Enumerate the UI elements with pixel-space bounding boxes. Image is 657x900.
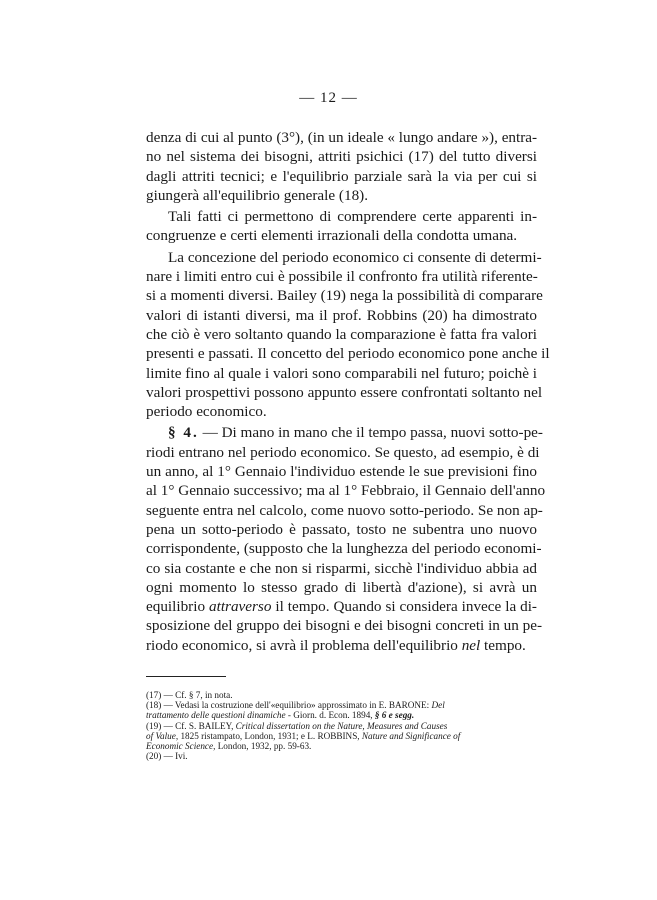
italic-term: Economic Science, [146,741,216,752]
text-line: valori di istanti diversi, ma il prof. Robbins (20) ha dimostrato [146,306,537,324]
italic-term: Nature and Significance of [361,730,461,741]
text-line [146,423,543,442]
text-line: sposizione del gruppo dei bisogni e dei bisogni concreti in un pe- [146,617,543,635]
footnote-17: (17) — Cf. § 7, in nota. [146,690,233,700]
text-fragment: 1825 ristampato, London, 1931; e L. ROBBINS, [178,730,362,741]
text-line: presenti e passati. Il concetto del periodo economico pone anche il [146,345,550,363]
footnote-18 [146,700,537,710]
footnote-19-cont2 [146,741,537,751]
text-fragment: equilibrio [146,598,209,616]
body-text [146,128,550,657]
text-line: pena un sotto-periodo è passato, tosto ne subentra uno nuovo [146,520,537,538]
paragraph-4 [146,423,546,655]
text-line: corrispondente, (supposto che la lunghezza del periodo economi- [146,540,542,558]
text-line: nare i limiti entro cui è possibile il confronto fra utilità riferente- [146,268,538,286]
text-line [146,636,537,655]
page-number: — 12 — [299,90,358,106]
footnote-18-cont [146,710,537,720]
footnote-20: (20) — Ivi. [146,751,188,762]
text-fragment: — Di mano in mano che il tempo passa, nuovi sotto-pe- [202,424,543,442]
text-line: giungerà all'equilibrio generale (18). [146,186,369,204]
text-line: periodo economico. [146,403,267,421]
text-line [146,597,537,616]
footnote-19 [146,721,537,731]
italic-term: § 6 e segg. [374,710,415,721]
text-fragment: il tempo. Quando si considera invece la di- [271,598,537,616]
text-fragment: London, 1932, pp. 59-63. [215,741,312,752]
footnote-divider [146,676,226,677]
text-line: un anno, al 1° Gennaio l'individuo estende le sue previsioni fino [146,463,537,481]
text-line: Tali fatti ci permettono di comprendere certe apparenti in- [168,208,537,226]
paragraph-3 [146,248,550,422]
text-line: no nel sistema dei bisogni, attriti psichici (17) del tutto diversi [146,148,537,166]
section-heading: § 4. [168,424,199,442]
italic-term: Del [431,700,445,711]
text-fragment: (18) — Vedasi la costruzione dell'«equilibrio» approssimato in E. BARONE: [146,700,432,711]
text-line: co sia costante e che non si risparmi, sicchè l'individuo abbia ad [146,559,537,577]
text-fragment: (19) — Cf. S. BAILEY, [146,720,236,731]
text-line: che ciò è vero soltanto quando la comparazione è fatta fra valori [146,325,537,343]
text-line: ogni momento lo stesso grado di libertà d'azione), si avrà un [146,578,537,596]
text-fragment: riodo economico, si avrà il problema dell'equilibrio [146,636,462,654]
text-line: congruenze e certi elementi irrazionali della condotta umana. [146,227,518,245]
text-line: seguente entra nel calcolo, come nuovo sotto-periodo. Se non ap- [146,501,543,519]
text-line: denza di cui al punto (3°), (in un ideale « lungo andare »), entra- [146,129,538,146]
text-line: dagli attriti tecnici; e l'equilibrio parziale sarà la via per cui si [146,167,537,185]
italic-term: Critical dissertation on the Nature, Measures and Causes [235,720,448,731]
text-fragment: - Giorn. d. Econ. 1894, [285,710,375,721]
text-line: limite fino al quale i valori sono comparabili nel futuro; poichè i [146,364,537,382]
italic-term: trattamento delle questioni dinamiche [146,710,286,721]
text-fragment: tempo. [480,636,526,654]
paragraph-2 [146,207,537,246]
italic-term: of Value, [146,730,179,741]
italic-term: nel [461,636,481,654]
text-line: si a momenti diversi. Bailey (19) nega la possibilità di comparare [146,287,543,305]
italic-term: attraverso [209,598,272,616]
text-line: valori prospettivi possono appunto essere confrontati soltanto nel [146,383,543,401]
text-line: al 1° Gennaio successivo; ma al 1° Febbraio, il Gennaio dell'anno [146,482,546,500]
footnote-19-cont [146,731,537,741]
text-line: riodi entrano nel periodo economico. Se questo, ad esempio, è di [146,443,540,461]
paragraph-1 [146,128,537,205]
footnotes [146,690,537,761]
text-line: La concezione del periodo economico ci consente di determi- [168,248,542,266]
